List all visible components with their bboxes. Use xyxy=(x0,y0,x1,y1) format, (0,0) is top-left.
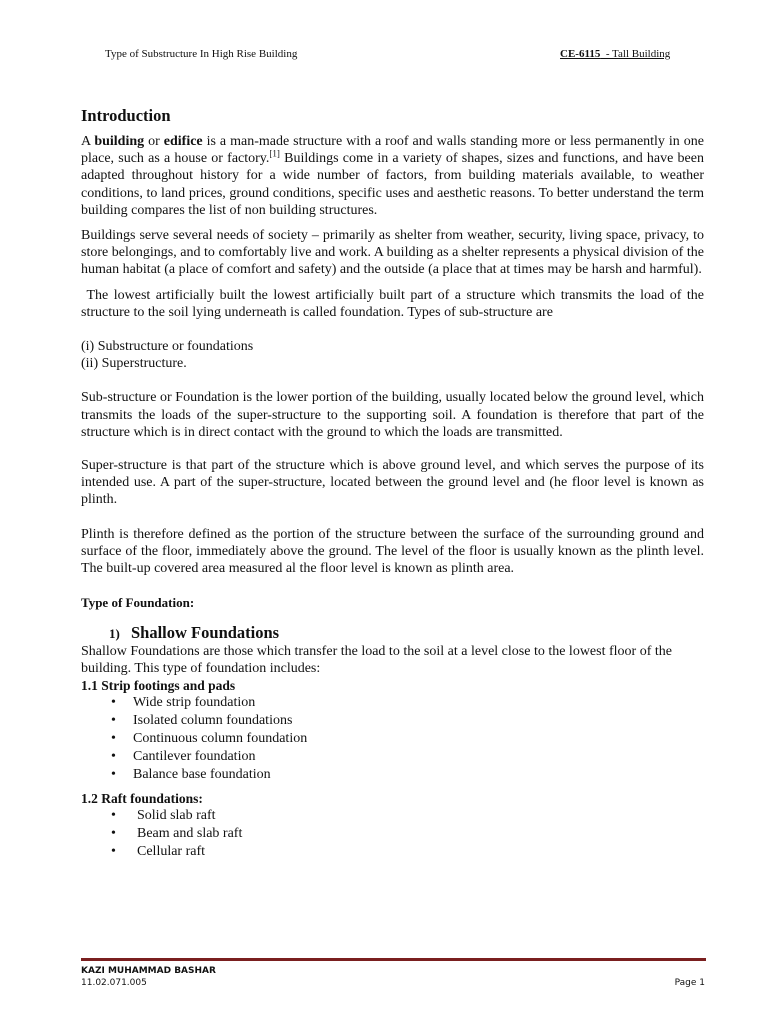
intro-heading: Introduction xyxy=(81,106,171,125)
list-item: • Isolated column foundations xyxy=(105,712,704,730)
citation-ref: [1] xyxy=(269,148,280,159)
header-course-code: CE-6115 xyxy=(560,48,601,60)
footer-student-id: 11.02.071.005 xyxy=(81,978,147,988)
intro-paragraph-2: Buildings serve several needs of society – primarily as shelter from weather, security, living space, privacy, to store belongings, and to comfortably live and work. A building as a shelter represents a physical division of the human habitat (a place of comfort and safety) and the outside (a place that at times may be harsh and harmful). xyxy=(81,228,704,278)
plinth-paragraph: Plinth is therefore defined as the portion of the structure between the surface of the surrounding ground and surface of the floor, immediately above the ground. The level of the floor is usually known as the plinth level. The built-up covered area measured al the floor level is known as plinth area. xyxy=(81,526,704,577)
shallow-description: Shallow Foundations are those which transfer the load to the soil at a level close to the lowest floor of the building. This type of foundation includes: xyxy=(81,643,672,676)
list-item: • Cantilever foundation xyxy=(105,748,704,766)
foundation-type-heading: Type of Foundation: xyxy=(81,595,195,611)
footer-divider xyxy=(81,958,706,961)
section-title: Shallow Foundations xyxy=(131,623,280,643)
list-item: (i) Substructure or foundations xyxy=(81,339,254,355)
list-item: • Solid slab raft xyxy=(105,807,704,825)
header-doc-title: Type of Substructure In High Rise Building xyxy=(105,48,298,60)
list-item: • Wide strip foundation xyxy=(105,694,704,712)
substructure-list xyxy=(81,338,704,372)
strip-footings-heading: 1.1 Strip footings and pads xyxy=(81,678,236,694)
intro-paragraph-1: A building or edifice is a man-made structure with a roof and walls standing more or less permanently in one place, such as a house or factory.[1] Buildings come in a variety of shapes, sizes and functions, and have been adapted throughout history for a wide number of factors, from building materials available, to weather conditions, to land prices, ground conditions, specific uses and aesthetic reasons. To better understand the term building compares the list of non building structures. xyxy=(81,134,704,218)
intro-paragraph-3: The lowest artificially built the lowest artificially built part of a structure which transmits the load of the structure to the soil lying underneath is called foundation. Types of sub-structure are xyxy=(81,287,708,320)
footer-page-number: Page 1 xyxy=(674,978,705,988)
list-item: (ii) Superstructure. xyxy=(81,356,187,372)
substructure-paragraph: Sub-structure or Foundation is the lower portion of the building, usually located below the ground level, which transmits the loads of the super-structure to the supporting soil. A foundation is therefore that part of the structure which is in direct contact with the ground to which the loads are transmitted. xyxy=(81,390,704,440)
strip-footings-list xyxy=(81,694,704,784)
list-item: • Continuous column foundation xyxy=(105,730,704,748)
header-course xyxy=(560,47,670,61)
list-item: • Balance base foundation xyxy=(105,766,704,784)
list-item: • Cellular raft xyxy=(105,843,704,861)
superstructure-paragraph: Super-structure is that part of the structure which is above ground level, and which serves the purpose of its intended use. A part of the super-structure, located between the ground level and (he floor level is known as plinth. xyxy=(81,458,704,508)
raft-foundations-list xyxy=(81,807,704,861)
header-course-name: - Tall Building xyxy=(600,48,671,60)
shallow-foundations-heading xyxy=(81,624,704,642)
list-item: • Beam and slab raft xyxy=(105,825,704,843)
raft-foundations-heading: 1.2 Raft foundations: xyxy=(81,791,203,807)
footer-author: KAZI MUHAMMAD BASHAR xyxy=(81,966,216,976)
section-number: 1) xyxy=(109,626,120,642)
page-body xyxy=(81,106,708,861)
